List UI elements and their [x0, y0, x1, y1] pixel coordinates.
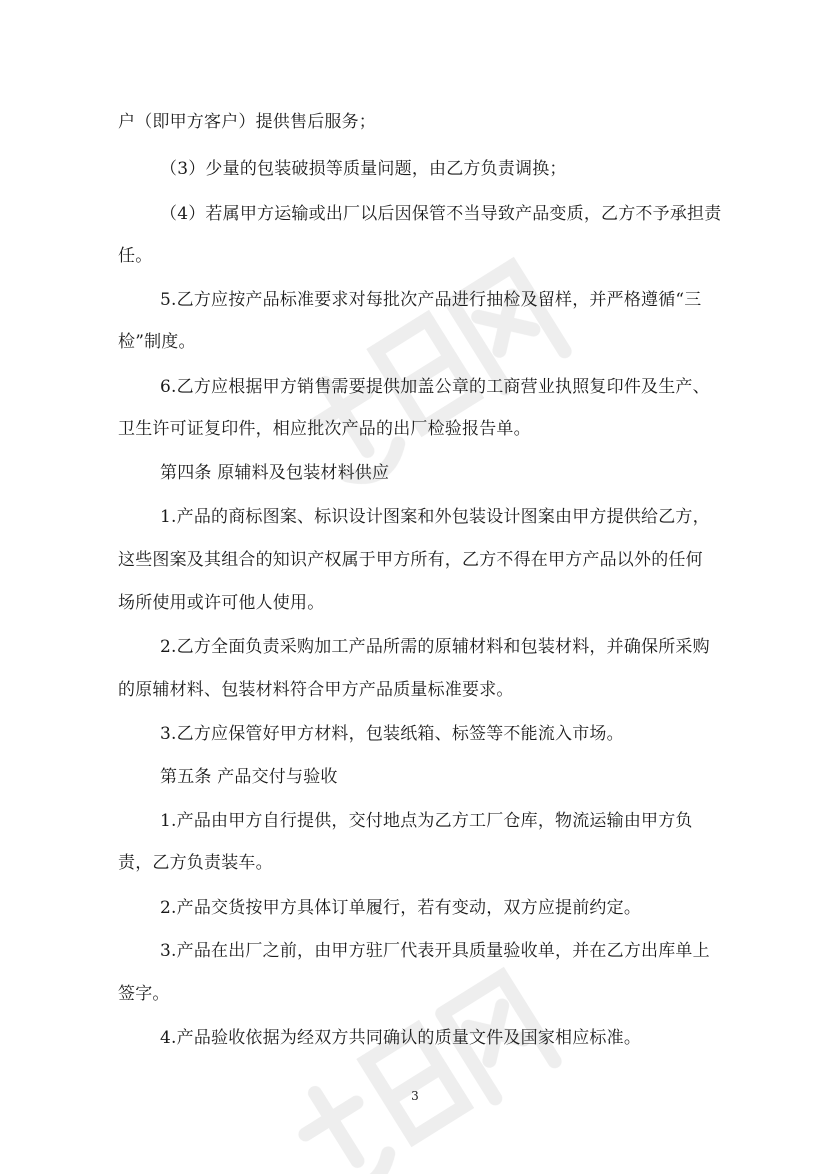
text-line: 场所使用或许可他人使用。 — [118, 593, 325, 613]
text-line: 3.乙方应保管好甲方材料，包装纸箱、标签等不能流入市场。 — [160, 724, 624, 744]
text-line: 5.乙方应按产品标准要求对每批次产品进行抽检及留样，并严格遵循“三 — [160, 290, 702, 310]
text-line: （3）少量的包装破损等质量问题，由乙方负责调换； — [160, 159, 567, 179]
text-line: 1.产品由甲方自行提供，交付地点为乙方工厂仓库，物流运输由甲方负 — [160, 811, 693, 831]
text-line: 3.产品在出厂之前，由甲方驻厂代表开具质量验收单，并在乙方出库单上 — [160, 941, 710, 961]
text-line: 责，乙方负责装车。 — [118, 853, 273, 873]
text-line: 任。 — [118, 246, 153, 266]
text-line: 2.乙方全面负责采购加工产品所需的原辅材料和包装材料，并确保所采购 — [160, 637, 710, 657]
section-heading: 第五条 产品交付与验收 — [160, 767, 338, 787]
page-number: 3 — [411, 1089, 419, 1103]
text-line: 户（即甲方客户）提供售后服务； — [118, 112, 376, 132]
text-line: 2.产品交货按甲方具体订单履行，若有变动，双方应提前约定。 — [160, 898, 642, 918]
section-heading: 第四条 原辅料及包装材料供应 — [160, 463, 390, 483]
text-line: 6.乙方应根据甲方销售需要提供加盖公章的工商营业执照复印件及生产、 — [160, 377, 710, 397]
text-line: 检”制度。 — [118, 332, 196, 352]
text-line: 这些图案及其组合的知识产权属于甲方所有，乙方不得在甲方产品以外的任何 — [118, 550, 703, 570]
text-line: （4）若属甲方运输或出厂以后因保管不当导致产品变质，乙方不予承担责 — [160, 204, 722, 224]
text-line: 1.产品的商标图案、标识设计图案和外包装设计图案由甲方提供给乙方， — [160, 507, 710, 527]
text-line: 的原辅材料、包装材料符合甲方产品质量标准要求。 — [118, 680, 514, 700]
text-line: 卫生许可证复印件，相应批次产品的出厂检验报告单。 — [118, 419, 531, 439]
text-line: 签字。 — [118, 984, 170, 1004]
text-line: 4.产品验收依据为经双方共同确认的质量文件及国家相应标准。 — [160, 1028, 642, 1048]
